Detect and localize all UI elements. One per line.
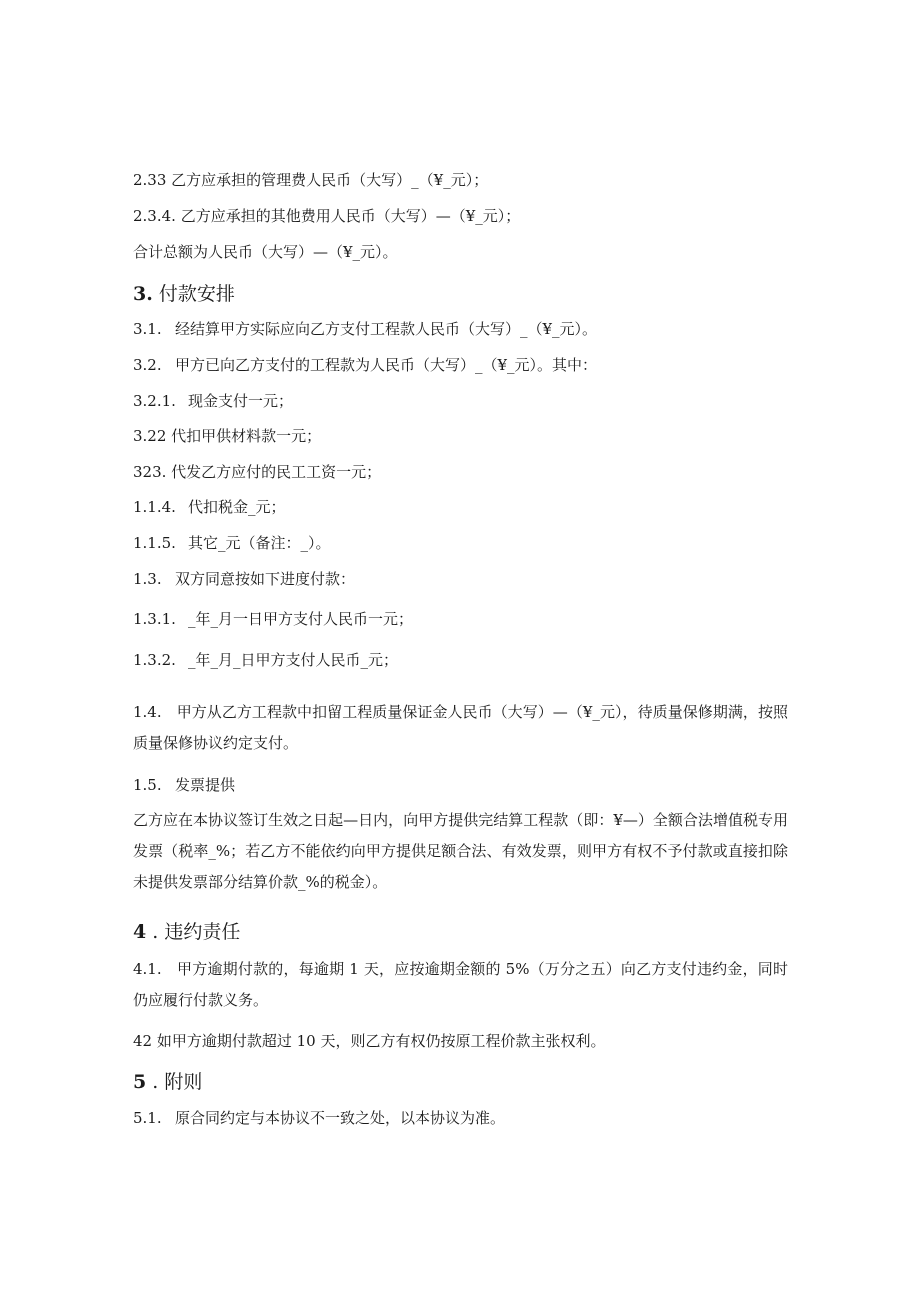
clause-1-5-text: 发票提供 [175, 776, 236, 794]
clause-1-3-2-text: _年_月_日甲方支付人民币_元； [188, 651, 399, 669]
clause-1-3-text: 双方同意按如下进度付款： [175, 570, 356, 588]
clause-1-1-4-number: 1.1.4. [133, 498, 176, 516]
section-4-heading [133, 920, 240, 944]
clause-1-1-5 [133, 533, 331, 553]
clause-3-2-2: 3.22 代扣甲供材料款一元； [133, 427, 322, 445]
clause-2-3-3: 2.33 乙方应承担的管理费人民币（大写）_（¥_元）； [133, 171, 489, 189]
clause-1-4-paragraph: 1.4. 甲方从乙方工程款中扣留工程质量保证金人民币（大写）—（¥_元），待质量保修期满，按照质量保修协议约定支付。 [133, 703, 788, 752]
clause-5-1-number: 5.1. [133, 1109, 162, 1127]
clause-5-1 [133, 1108, 505, 1128]
section-5-heading [133, 1070, 202, 1094]
clause-3-2-1-number: 3.2.1. [133, 392, 176, 410]
clause-3-1-text: 经结算甲方实际应向乙方支付工程款人民币（大写）_（¥_元）。 [175, 320, 598, 338]
clause-1-3-2 [133, 650, 398, 670]
clause-1-3-2-number: 1.3.2. [133, 651, 176, 669]
clause-1-5-number: 1.5. [133, 776, 162, 794]
clause-3-1 [133, 319, 597, 339]
section-5-number: 5 [133, 1071, 147, 1093]
clause-3-1-number: 3.1. [133, 320, 162, 338]
section-4-title: . 违约责任 [152, 921, 241, 943]
total-amount-line: 合计总额为人民币（大写）—（¥_元）。 [133, 243, 398, 261]
clause-1-3-1-text: _年_月一日甲方支付人民币一元； [188, 610, 414, 628]
clause-3-2-text: 甲方已向乙方支付的工程款为人民币（大写）_（¥_元）。其中： [175, 356, 598, 374]
clause-3-2-number: 3.2. [133, 356, 162, 374]
clause-4-1-paragraph: 4.1. 甲方逾期付款的，每逾期 1 天，应按逾期金额的 5%（万分之五）向乙方支付违约金，同时仍应履行付款义务。 [133, 960, 788, 1009]
clause-3-2-1 [133, 391, 293, 411]
invoice-paragraph: 乙方应在本协议签订生效之日起—日内，向甲方提供完结算工程款（即：¥—）全额合法增值税专用发票（税率_%；若乙方不能依约向甲方提供足额合法、有效发票，则甲方有权不予付款或直接扣除未提供发票部分结算价款_%的税金）。 [133, 811, 788, 891]
clause-1-3-1 [133, 609, 413, 629]
clause-1-3 [133, 569, 355, 589]
clause-1-5 [133, 775, 235, 795]
clause-3-2-3: 323. 代发乙方应付的民工工资一元； [133, 463, 382, 481]
clause-1-1-5-text: 其它_元（备注：_）。 [188, 534, 331, 552]
section-5-title: . 附则 [152, 1071, 203, 1093]
clause-3-2 [133, 355, 597, 375]
clause-4-2: 42 如甲方逾期付款超过 10 天，则乙方有权仍按原工程价款主张权利。 [133, 1032, 606, 1050]
clause-3-2-1-text: 现金支付一元； [188, 392, 294, 410]
clause-1-1-4-text: 代扣税金_元； [188, 498, 286, 516]
clause-1-3-number: 1.3. [133, 570, 162, 588]
section-3-heading [133, 282, 235, 306]
clause-1-1-5-number: 1.1.5. [133, 534, 176, 552]
clause-5-1-text: 原合同约定与本协议不一致之处，以本协议为准。 [175, 1109, 506, 1127]
document-page [133, 0, 793, 1301]
clause-2-3-4: 2.3.4. 乙方应承担的其他费用人民币（大写）—（¥_元）； [133, 207, 521, 225]
section-3-number: 3. [133, 283, 153, 305]
section-3-title: 付款安排 [158, 283, 235, 305]
clause-1-3-1-number: 1.3.1. [133, 610, 176, 628]
clause-1-1-4 [133, 497, 286, 517]
section-4-number: 4 [133, 921, 147, 943]
